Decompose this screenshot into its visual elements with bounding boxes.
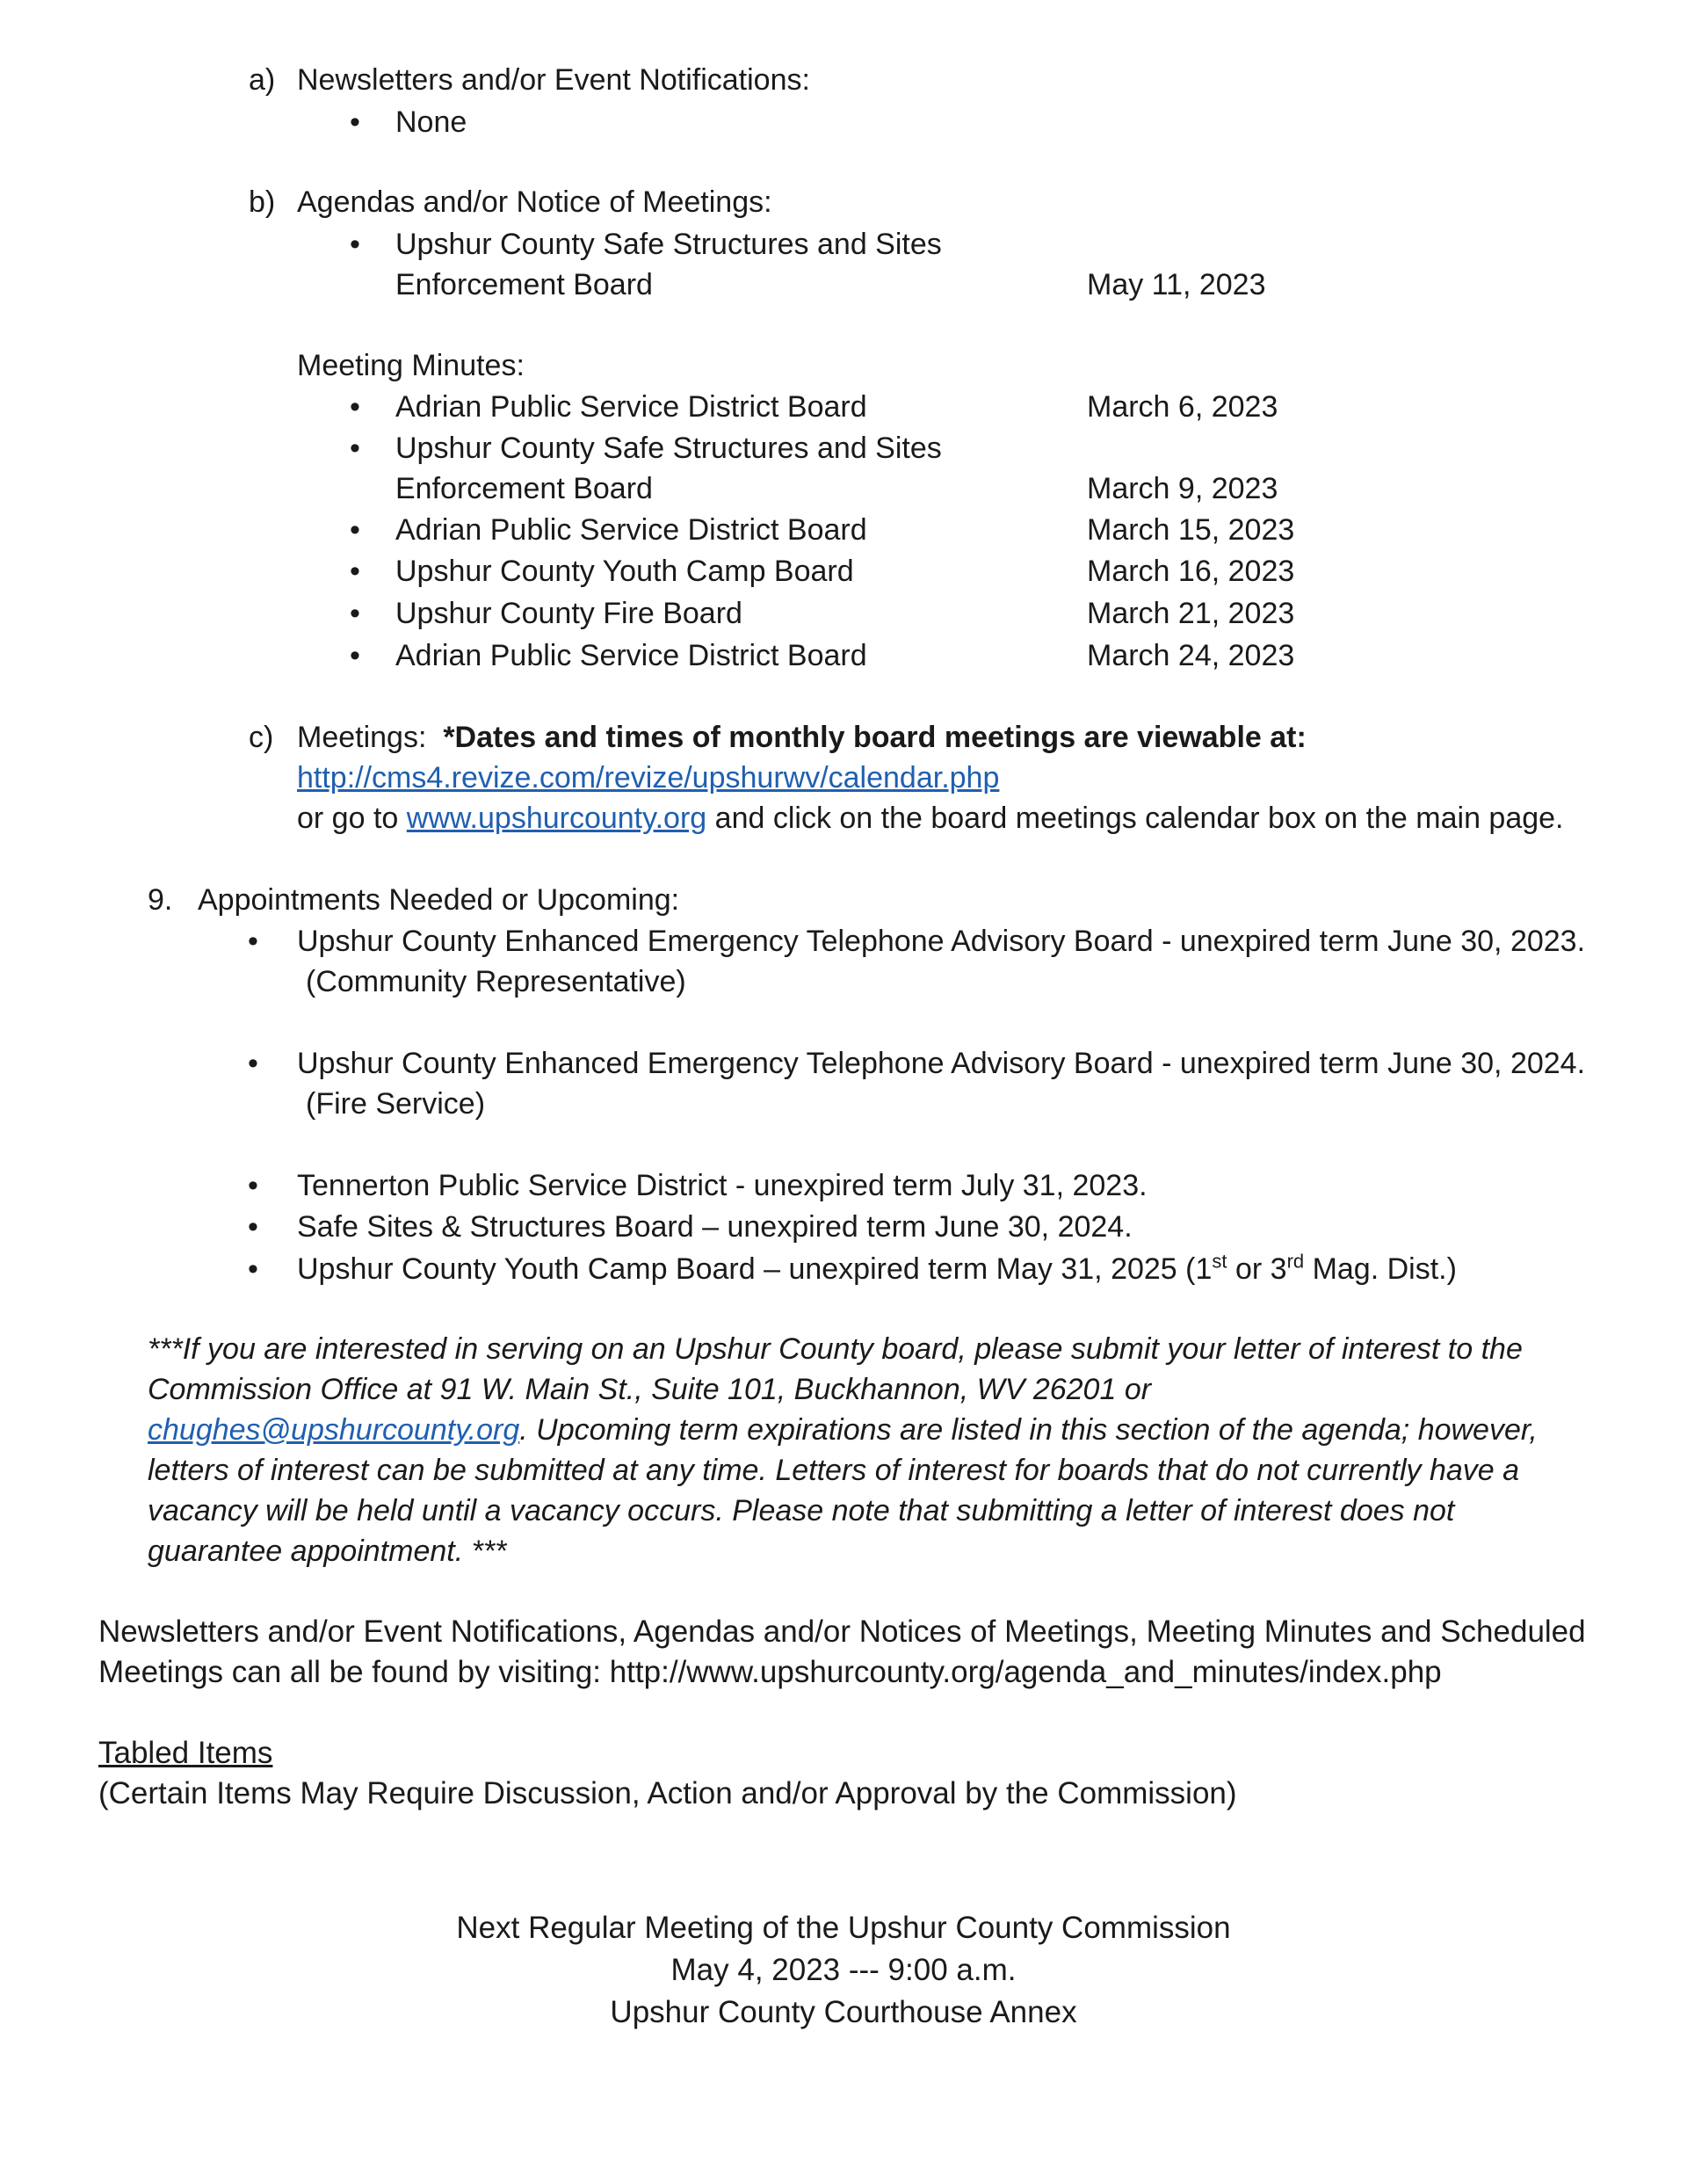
minutes-item-date: March 24, 2023 <box>1087 639 1295 672</box>
notice-line-rest: . Upcoming term expirations are listed in this section of the agenda; however, <box>519 1413 1538 1447</box>
minutes-item-date: March 21, 2023 <box>1087 597 1295 630</box>
next-meeting-datetime: May 4, 2023 --- 9:00 a.m. <box>670 1953 1017 1987</box>
notice-line: ***If you are interested in serving on an Upshur County board, please submit your letter of interest to the <box>148 1332 1523 1366</box>
bullet-icon <box>248 1043 258 1084</box>
bullet-icon <box>350 428 360 468</box>
section-c-marker: c) <box>249 721 274 754</box>
item5-part-c: Mag. Dist.) <box>1304 1252 1457 1286</box>
section-b-title: Agendas and/or Notice of Meetings: <box>297 185 772 219</box>
ordinal-rd: rd <box>1286 1250 1305 1273</box>
meetings-note: *Dates and times of monthly board meetings are viewable at: <box>443 721 1307 754</box>
or-go-to-text: or go to <box>297 802 399 835</box>
section-a-title: Newsletters and/or Event Notifications: <box>297 63 810 97</box>
appointment-item-line2: (Fire Service) <box>306 1087 486 1121</box>
item5-part-a: Upshur County Youth Camp Board – unexpired term May 31, 2025 (1 <box>297 1252 1213 1286</box>
appointment-item-line2: (Community Representative) <box>306 965 686 998</box>
site-line <box>297 798 1564 838</box>
section-9-title: Appointments Needed or Upcoming: <box>198 883 680 917</box>
site-line-tail: and click on the board meetings calendar box on the main page. <box>714 802 1564 835</box>
minutes-item-name: Adrian Public Service District Board <box>395 390 867 424</box>
bullet-icon <box>350 387 360 427</box>
bullet-icon <box>350 510 360 550</box>
agenda-item-date: May 11, 2023 <box>1087 268 1266 301</box>
notice-line: guarantee appointment. *** <box>148 1535 507 1568</box>
minutes-item-date: March 6, 2023 <box>1087 390 1278 424</box>
notice-line: letters of interest can be submitted at any time. Letters of interest for boards that do not currently have a <box>148 1454 1520 1487</box>
email-link[interactable]: chughes@upshurcounty.org <box>148 1413 520 1447</box>
ordinal-st: st <box>1212 1250 1227 1273</box>
appointment-item: Upshur County Enhanced Emergency Telephone Advisory Board - unexpired term June 30, 2023. <box>297 925 1586 958</box>
meetings-label-text: Meetings: <box>297 721 427 754</box>
minutes-item-date: March 15, 2023 <box>1087 513 1295 547</box>
minutes-item-name: Upshur County Fire Board <box>395 597 742 630</box>
site-link[interactable]: www.upshurcounty.org <box>406 802 707 835</box>
tabled-items-title: Tabled Items <box>98 1736 273 1770</box>
bullet-icon <box>350 224 360 265</box>
bullet-icon <box>350 635 360 676</box>
item5-part-b: or 3 <box>1227 1252 1287 1286</box>
bullet-icon <box>248 921 258 961</box>
minutes-item-name: Adrian Public Service District Board <box>395 639 867 672</box>
section-b-marker: b) <box>249 185 276 219</box>
minutes-item-name-line2: Enforcement Board <box>395 472 653 505</box>
section-a-marker: a) <box>249 63 276 97</box>
bullet-icon <box>248 1249 258 1289</box>
next-meeting-title: Next Regular Meeting of the Upshur County Commission <box>456 1911 1231 1945</box>
bullet-icon <box>350 102 360 142</box>
info-line: Meetings can all be found by visiting: http://www.upshurcounty.org/agenda_and_minutes/index.php <box>98 1655 1442 1689</box>
appointment-item: Upshur County Enhanced Emergency Telephone Advisory Board - unexpired term June 30, 2024. <box>297 1047 1586 1080</box>
appointment-item: Safe Sites & Structures Board – unexpired term June 30, 2024. <box>297 1210 1133 1244</box>
bullet-icon <box>350 551 360 591</box>
minutes-item-date: March 9, 2023 <box>1087 472 1278 505</box>
minutes-item-name: Upshur County Safe Structures and Sites <box>395 432 942 465</box>
notice-line: Commission Office at 91 W. Main St., Suite 101, Buckhannon, WV 26201 or <box>148 1373 1152 1406</box>
section-9-marker: 9. <box>148 883 173 917</box>
calendar-link[interactable]: http://cms4.revize.com/revize/upshurwv/calendar.php <box>297 761 1000 795</box>
bullet-icon <box>248 1165 258 1206</box>
meetings-label <box>297 717 1307 758</box>
notice-line <box>148 1410 1538 1450</box>
minutes-item-name: Upshur County Youth Camp Board <box>395 555 854 588</box>
minutes-item-date: March 16, 2023 <box>1087 555 1295 588</box>
bullet-icon <box>248 1207 258 1247</box>
tabled-items-subtitle: (Certain Items May Require Discussion, Action and/or Approval by the Commission) <box>98 1776 1237 1810</box>
appointment-item <box>297 1249 1457 1289</box>
appointment-item: Tennerton Public Service District - unexpired term July 31, 2023. <box>297 1169 1148 1202</box>
meeting-minutes-title: Meeting Minutes: <box>297 349 525 382</box>
next-meeting-location: Upshur County Courthouse Annex <box>610 1995 1077 2029</box>
info-line: Newsletters and/or Event Notifications, Agendas and/or Notices of Meetings, Meeting Minutes and Scheduled <box>98 1614 1586 1649</box>
notice-line: vacancy will be held until a vacancy occurs. Please note that submitting a letter of interest does not <box>148 1494 1455 1527</box>
list-item: None <box>395 105 467 139</box>
bullet-icon <box>350 593 360 634</box>
minutes-item-name: Adrian Public Service District Board <box>395 513 867 547</box>
agenda-item-line1: Upshur County Safe Structures and Sites <box>395 228 942 261</box>
agenda-item-line2: Enforcement Board <box>395 268 653 301</box>
